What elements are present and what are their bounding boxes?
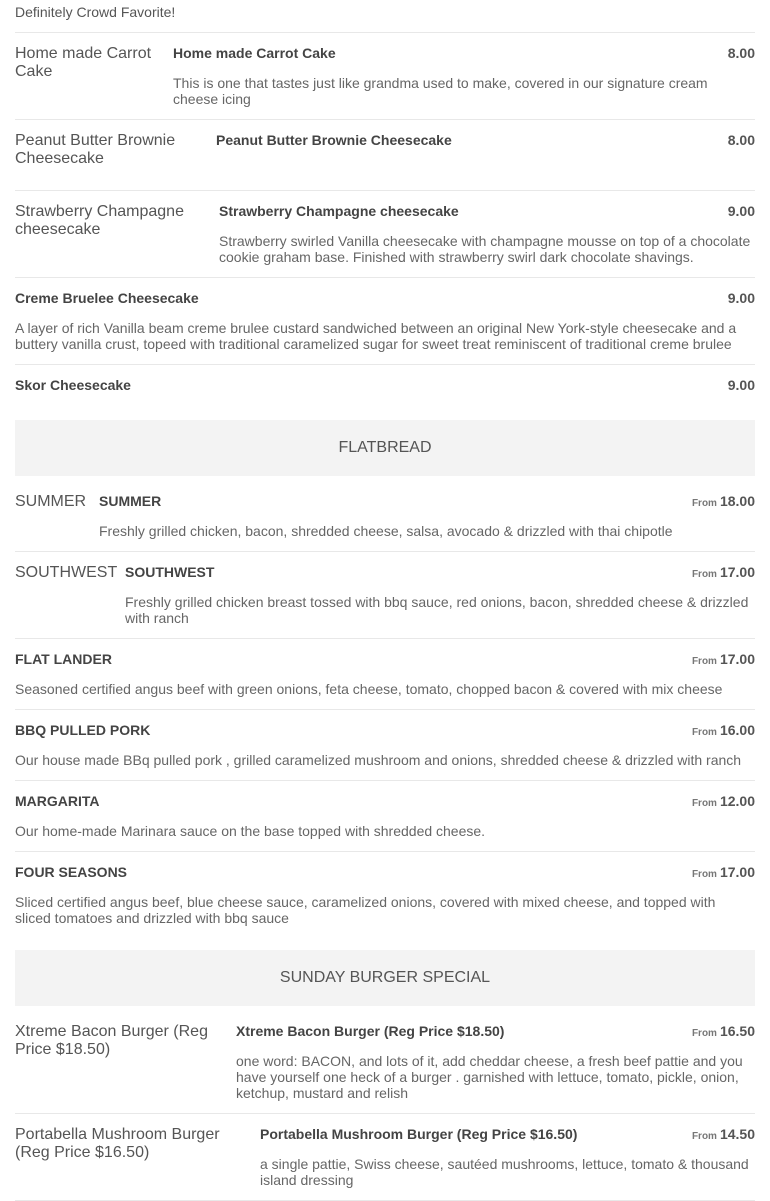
item-description: Our home-made Marinara sauce on the base topped with shredded cheese. [15, 823, 486, 839]
menu-item-bbq-pulled-pork[interactable] [15, 710, 755, 781]
item-image: SUMMER [15, 493, 87, 510]
menu-item-carrot-cake[interactable] [15, 33, 755, 120]
item-name: FLAT LANDER [15, 651, 112, 667]
item-image: SOUTHWEST [15, 564, 118, 581]
item-description: Strawberry swirled Vanilla cheesecake with champagne mousse on top of a chocolate cookie graham base. Finished with strawberry swirl dark chocolate shavings. [219, 233, 751, 265]
item-name: Creme Bruelee Cheesecake [15, 290, 199, 306]
item-price: From 17.00 [691, 564, 755, 580]
item-description: Seasoned certified angus beef with green onions, feta cheese, tomato, chopped bacon & covered with mix cheese [15, 681, 723, 697]
item-description: This is one that tastes just like grandma used to make, covered in our signature cream cheese icing [173, 75, 708, 107]
menu-item-skor[interactable] [15, 365, 755, 405]
item-name: Skor Cheesecake [15, 377, 131, 393]
section-header-sunday-burger: SUNDAY BURGER SPECIAL [15, 950, 755, 1006]
item-description: Freshly grilled chicken breast tossed with bbq sauce, red onions, bacon, shredded cheese & drizzled with ranch [125, 594, 749, 626]
menu-item-portabella-mushroom-burger[interactable] [15, 1114, 755, 1201]
menu-item-southwest[interactable] [15, 552, 755, 639]
menu-item-flat-lander[interactable] [15, 639, 755, 710]
menu-item-strawberry-champagne[interactable] [15, 191, 755, 278]
item-description: Sliced certified angus beef, blue cheese sauce, caramelized onions, covered with mixed cheese, and topped with sliced tomatoes and drizzled with bbq sauce [15, 894, 716, 926]
menu-item-margarita[interactable] [15, 781, 755, 852]
item-description: one word: BACON, and lots of it, add cheddar cheese, a fresh beef pattie and you have yourself one heck of a burger . garnished with lettuce, tomato, pickle, onion, ketchup, mustard and relish [236, 1053, 743, 1101]
item-description: A layer of rich Vanilla beam creme brulee custard sandwiched between an original New York-style cheesecake and a buttery vanilla crust, topeed with traditional caramelized sugar for sweet treat reminiscent of traditional creme brulee [15, 320, 737, 352]
menu-item-summer[interactable] [15, 481, 755, 552]
item-price: 9.00 [727, 290, 755, 306]
intro-text: Definitely Crowd Favorite! [15, 0, 755, 33]
item-image: Peanut Butter Brownie Cheesecake [15, 132, 176, 167]
item-price: 9.00 [727, 203, 755, 219]
item-name: Peanut Butter Brownie Cheesecake [216, 132, 452, 148]
item-price: 8.00 [727, 45, 755, 61]
item-image: Home made Carrot Cake [15, 45, 152, 80]
menu-item-four-seasons[interactable] [15, 852, 755, 938]
item-price: 8.00 [727, 132, 755, 148]
item-name: Home made Carrot Cake [173, 45, 336, 61]
item-image: Portabella Mushroom Burger (Reg Price $16.50) [15, 1126, 220, 1161]
item-price: 9.00 [727, 377, 755, 393]
menu-item-xtreme-bacon-burger[interactable] [15, 1011, 755, 1114]
item-name: MARGARITA [15, 793, 100, 809]
item-description: a single pattie, Swiss cheese, sautéed mushrooms, lettuce, tomato & thousand island dressing [260, 1156, 749, 1188]
item-description: Our house made BBq pulled pork , grilled caramelized mushroom and onions, shredded cheese & drizzled with ranch [15, 752, 742, 768]
item-price: From 16.00 [691, 722, 755, 738]
section-header-flatbread: FLATBREAD [15, 420, 755, 476]
item-name: Strawberry Champagne cheesecake [219, 203, 459, 219]
menu-item-peanut-butter-brownie[interactable] [15, 120, 755, 191]
item-price: From 16.50 [691, 1023, 755, 1039]
item-name: Xtreme Bacon Burger (Reg Price $18.50) [236, 1023, 505, 1039]
item-image: Xtreme Bacon Burger (Reg Price $18.50) [15, 1023, 208, 1058]
item-name: BBQ PULLED PORK [15, 722, 151, 738]
item-price: From 14.50 [691, 1126, 755, 1142]
item-image: Strawberry Champagne cheesecake [15, 203, 184, 238]
item-price: From 17.00 [691, 651, 755, 667]
item-price: From 17.00 [691, 864, 755, 880]
item-name: SUMMER [99, 493, 162, 509]
item-name: Portabella Mushroom Burger (Reg Price $16.50) [260, 1126, 578, 1142]
item-description: Freshly grilled chicken, bacon, shredded cheese, salsa, avocado & drizzled with thai chipotle [99, 523, 673, 539]
item-name: SOUTHWEST [125, 564, 215, 580]
item-price: From 18.00 [691, 493, 755, 509]
item-price: From 12.00 [691, 793, 755, 809]
item-name: FOUR SEASONS [15, 864, 128, 880]
menu-item-creme-brulee[interactable] [15, 278, 755, 365]
